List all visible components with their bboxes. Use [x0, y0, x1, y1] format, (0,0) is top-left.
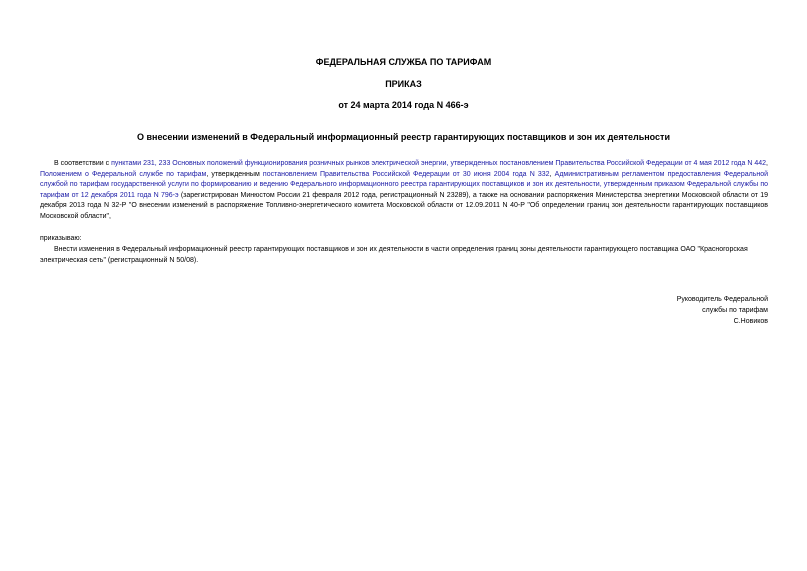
preamble-text-1: В соответствии с — [54, 160, 112, 167]
preamble-link-regulations[interactable]: пунктами 231, 233 Основных положений функционирования розничных рынков электрической энергии, утвержденных постановлением Правительства Российской Федерации от 4 мая 2012 года N 442 — [111, 160, 767, 167]
signature-position-line2: службы по тарифам — [702, 307, 768, 314]
preamble-text-2: , — [766, 160, 768, 167]
signature-name: С.Новиков — [733, 318, 768, 325]
preamble-link-statute[interactable]: Положением о Федеральной службе по тарифам — [40, 170, 207, 178]
signature-position-line1: Руководитель Федеральной — [676, 296, 768, 303]
preamble-text-5: (зарегистрирован Минюстом России 21 февраля 2012 года, регистрационный N 23289), а также на основании распоряжения Министерства энергетики Московской области от 19 декабря 2013 года N 32-Р "О внесении изменений в распоряжение Топливно-энергетического комитета Московской области от 12.09.2011 N 40-Р "Об определении границ зон деятельности гарантирующих поставщиков Московской области", — [40, 191, 768, 220]
agency-title: ФЕДЕРАЛЬНАЯ СЛУЖБА ПО ТАРИФАМ — [315, 57, 492, 67]
document-subject: О внесении изменений в Федеральный информационный реестр гарантирующих поставщиков и зон их деятельности — [137, 132, 670, 142]
order-text: Внести изменения в Федеральный информационный реестр гарантирующих поставщиков и зон их деятельности в части определения границ зоны деятельности гарантирующего поставщика ОАО "Красногорская электрическая сеть" (регистрационный N 50/08). — [40, 246, 748, 264]
signature-block — [677, 294, 768, 327]
document-type-title: ПРИКАЗ — [385, 79, 422, 89]
preamble-paragraph — [40, 159, 768, 223]
preamble-link-admin-regulation[interactable]: Административным регламентом предоставления Федеральной службой по тарифам государственной услуги по формированию и ведению Федерального информационного реестра гарантирующих поставщиков и зон их деятельности, утвержденным приказом Федеральной службы по тарифам от 12 декабря 2011 года N 796-э — [40, 170, 769, 199]
document-date-number: от 24 марта 2014 года N 466-э — [338, 100, 469, 110]
preamble-link-government-decree[interactable]: постановлением Правительства Российской Федерации от 30 июня 2004 года N 332 — [262, 170, 550, 178]
preamble-text-3: , утвержденным — [206, 170, 263, 178]
preamble-text-4: , — [549, 170, 555, 178]
order-word: приказываю: — [40, 235, 82, 242]
